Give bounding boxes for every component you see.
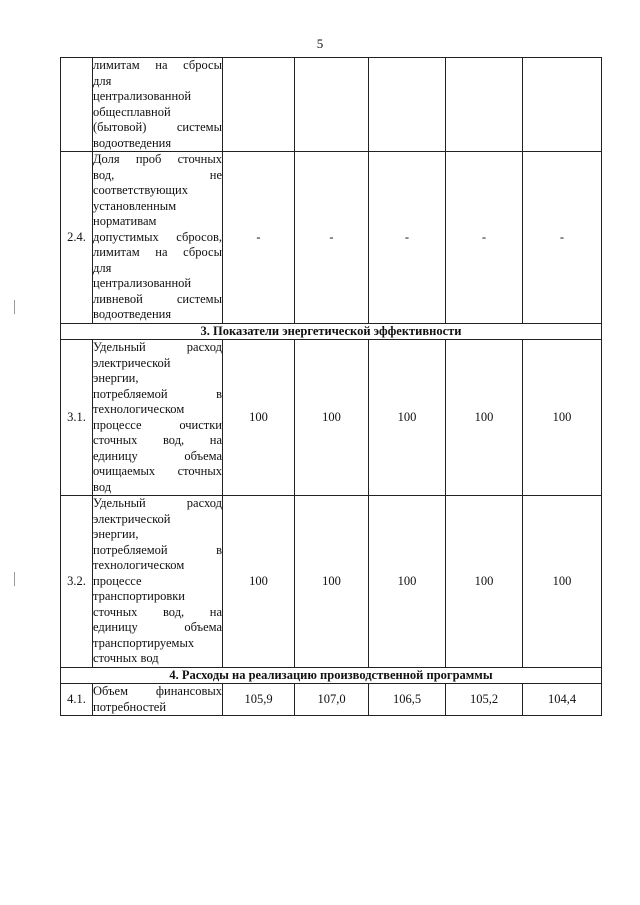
indicator-name [93, 496, 223, 668]
table-row [61, 340, 602, 496]
indicator-name-line: сточных вод, на [93, 604, 222, 619]
indicator-name [93, 152, 223, 324]
indicator-name-line: технологическом [93, 402, 185, 416]
value-cell: 100 [223, 340, 295, 496]
value-cell [369, 58, 446, 152]
indicator-name-line: Удельный расход [93, 340, 222, 354]
row-number: 4.1. [61, 684, 93, 716]
indicator-name-line: соответствующих [93, 183, 188, 197]
indicator-name-line: сточных вод [93, 651, 159, 665]
indicator-name-line: процессе [93, 573, 142, 588]
indicator-name-line: вод, не [93, 167, 222, 182]
table-row [61, 58, 602, 152]
indicator-name-line: (бытовой) системы [93, 120, 222, 134]
indicator-name-line: единицу объема [93, 620, 222, 634]
indicator-name [93, 340, 223, 496]
indicator-name-line: водоотведения [93, 135, 172, 150]
indicator-name-line: вод [93, 479, 112, 494]
indicator-name-line: сточных вод, на [93, 433, 222, 447]
value-cell [295, 58, 369, 152]
table-row [61, 152, 602, 324]
value-cell: 100 [295, 496, 369, 668]
indicator-name-line: электрической [93, 355, 171, 370]
indicator-name-line: для [93, 73, 112, 88]
row-number: 3.1. [61, 340, 93, 496]
value-cell: - [523, 152, 602, 324]
section-heading: 3. Показатели энергетической эффективности [61, 323, 602, 340]
value-cell: - [295, 152, 369, 324]
value-cell: 100 [446, 340, 523, 496]
table-row [61, 496, 602, 668]
value-cell: 104,4 [523, 684, 602, 716]
indicator-name-line: транспортируемых [93, 635, 195, 650]
indicator-name-line: водоотведения [93, 307, 172, 321]
value-cell: 100 [369, 496, 446, 668]
indicator-name-line: Объем финансовых [93, 684, 222, 698]
value-cell: - [223, 152, 295, 324]
indicator-name-line: электрической [93, 511, 171, 526]
indicator-name-line: ливневой системы [93, 291, 222, 306]
indicator-name-line: потребляемой в [93, 542, 222, 557]
indicators-table-body [61, 58, 602, 716]
indicator-name-line: общесплавной [93, 104, 171, 119]
indicators-table [60, 57, 602, 716]
indicator-name-line: централизованной [93, 89, 192, 103]
section-row [61, 323, 602, 340]
indicator-name-line: для [93, 260, 112, 275]
indicator-name-line: процессе очистки [93, 417, 222, 432]
value-cell: 100 [523, 340, 602, 496]
indicator-name-line: лимитам на сбросы [93, 58, 222, 72]
section-heading: 4. Расходы на реализацию производственной программы [61, 667, 602, 684]
table-row [61, 684, 602, 716]
indicator-name-line: лимитам на сбросы [93, 245, 222, 259]
indicator-name-line: централизованной [93, 276, 192, 290]
page-number: 5 [316, 36, 324, 51]
margin-mark [14, 572, 15, 586]
value-cell: 107,0 [295, 684, 369, 716]
row-number: 2.4. [61, 152, 93, 324]
row-number: 3.2. [61, 496, 93, 668]
indicator-name-line: Доля проб сточных [93, 152, 222, 166]
value-cell [523, 58, 602, 152]
indicator-name-line: потребностей [93, 699, 167, 714]
indicator-name-line: транспортировки [93, 589, 185, 603]
margin-mark [14, 300, 15, 314]
indicator-name-line: единицу объема [93, 448, 222, 463]
indicator-name-line: Удельный расход [93, 496, 222, 510]
indicator-name-line: установленным [93, 198, 177, 213]
value-cell: 100 [223, 496, 295, 668]
section-row [61, 667, 602, 684]
indicator-name-line: энергии, [93, 371, 139, 385]
value-cell: 100 [369, 340, 446, 496]
indicator-name-line: нормативам [93, 214, 157, 228]
indicator-name-line: потребляемой в [93, 386, 222, 401]
value-cell: 106,5 [369, 684, 446, 716]
indicator-name-line: очищаемых сточных [93, 464, 222, 478]
value-cell: 100 [523, 496, 602, 668]
indicator-name [93, 684, 223, 716]
value-cell: - [369, 152, 446, 324]
value-cell: 105,9 [223, 684, 295, 716]
row-number [61, 58, 93, 152]
value-cell: - [446, 152, 523, 324]
value-cell: 100 [295, 340, 369, 496]
indicator-name-line: технологическом [93, 558, 185, 572]
value-cell [446, 58, 523, 152]
value-cell: 105,2 [446, 684, 523, 716]
indicator-name-line: допустимых сбросов, [93, 229, 222, 244]
value-cell [223, 58, 295, 152]
indicator-name [93, 58, 223, 152]
value-cell: 100 [446, 496, 523, 668]
indicator-name-line: энергии, [93, 527, 139, 541]
